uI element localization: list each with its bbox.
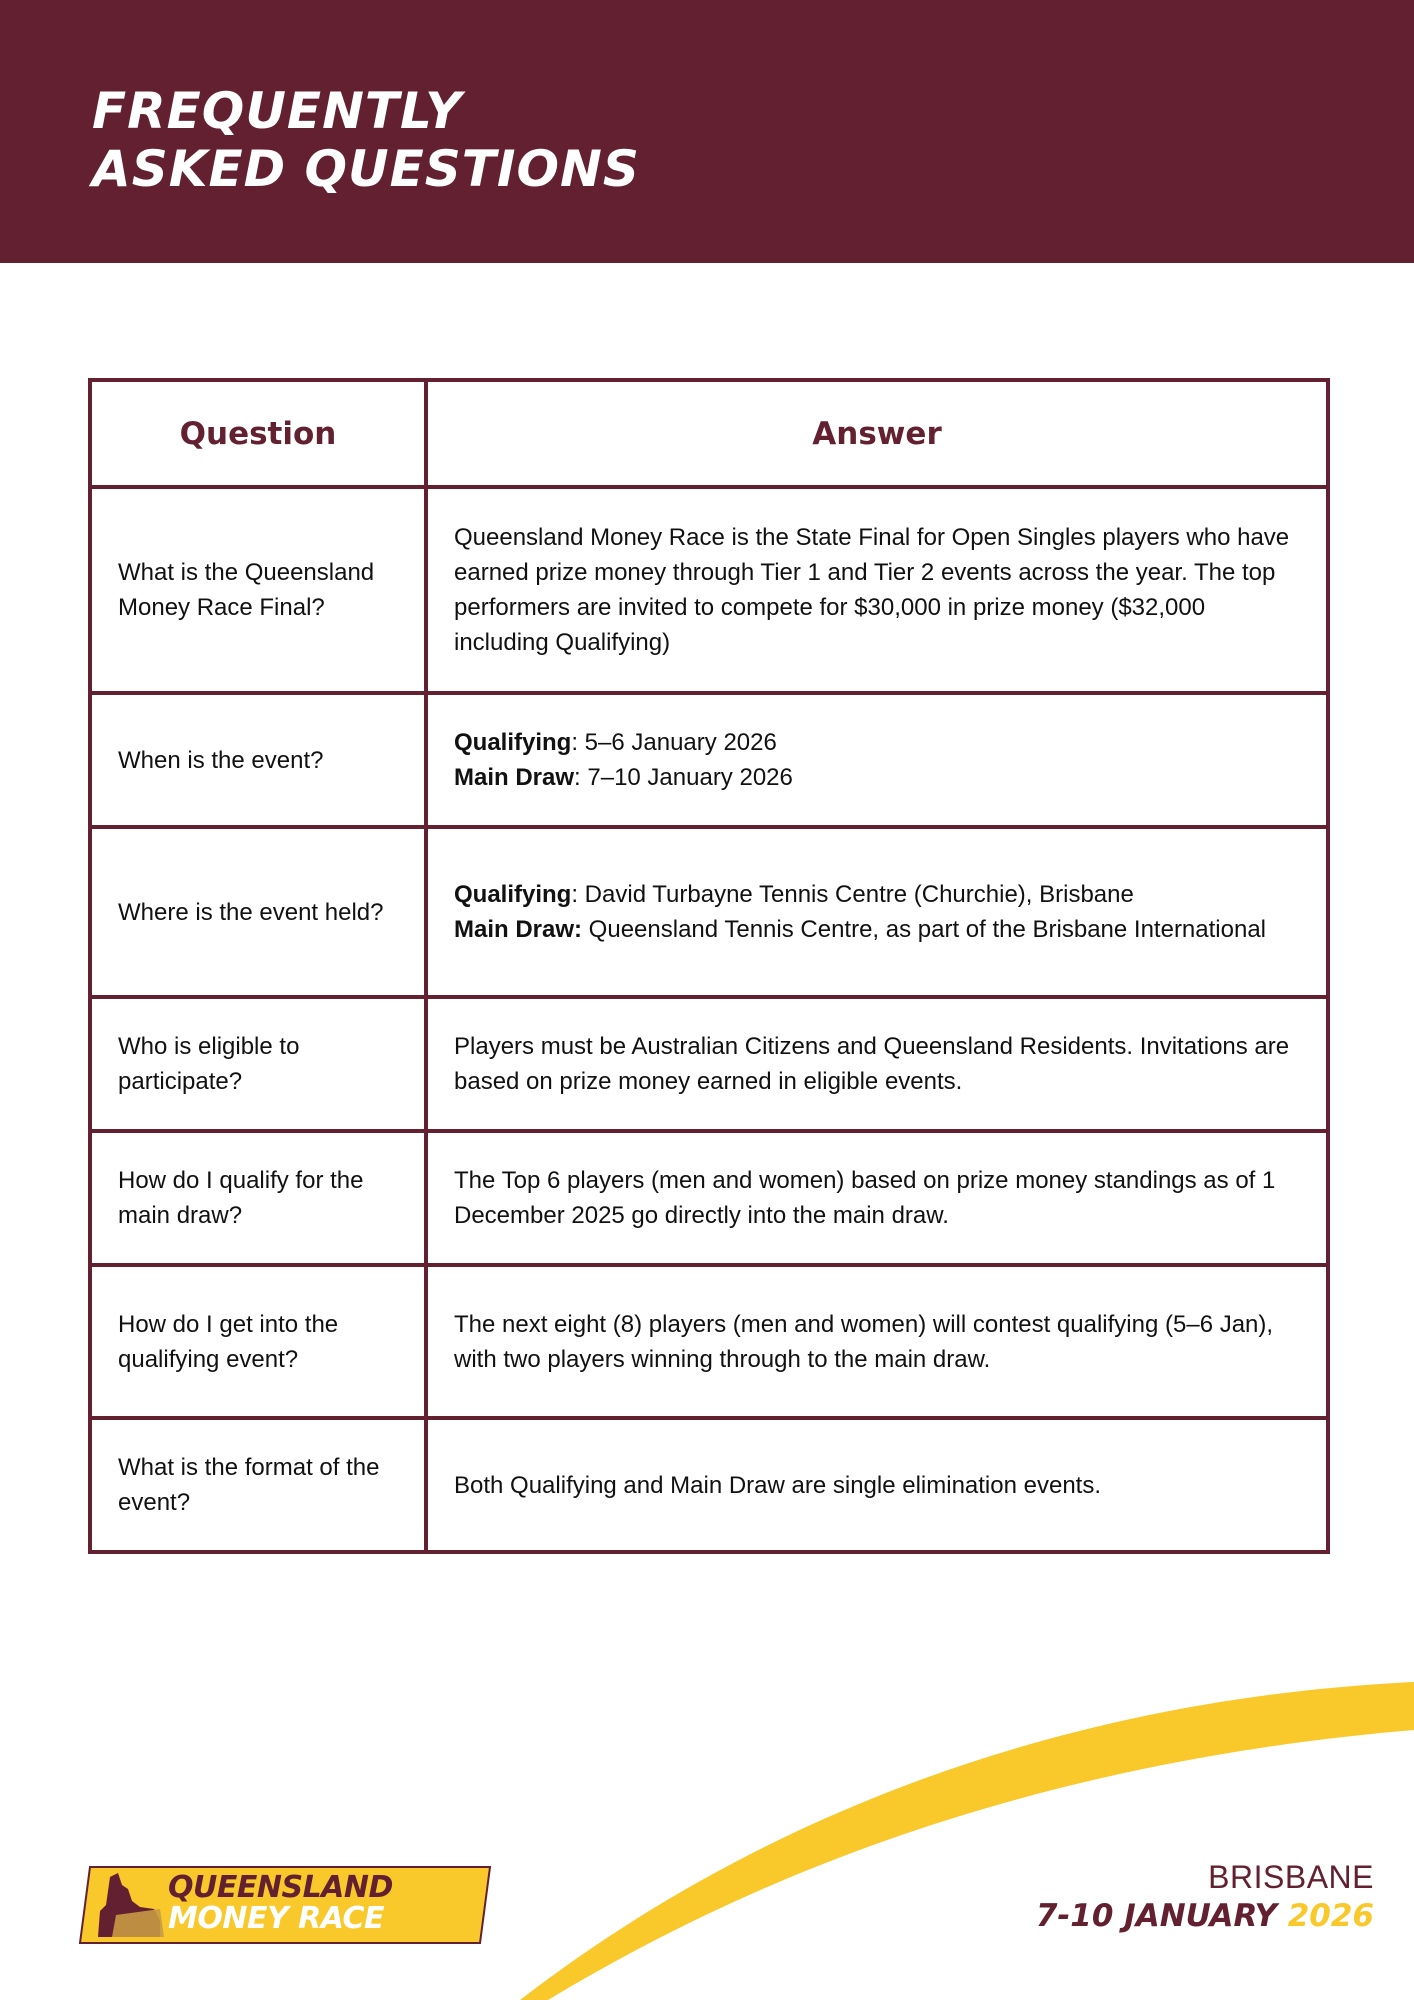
- event-year: 2026: [1287, 1898, 1374, 1934]
- event-dates: [1036, 1898, 1374, 1934]
- question-cell: How do I get into the qualifying event?: [90, 1265, 426, 1418]
- answer-text: : David Turbayne Tennis Centre (Churchie), Brisbane: [571, 881, 1134, 908]
- answer-label: Main Draw: [454, 764, 575, 791]
- answer-label: Main Draw:: [454, 916, 583, 943]
- event-location: BRISBANE: [1208, 1859, 1374, 1895]
- answer-column-header: Answer: [426, 380, 1328, 487]
- page-title-line-2: ASKED QUESTIONS: [92, 140, 640, 198]
- question-cell: When is the event?: [90, 693, 426, 827]
- answer-cell: The next eight (8) players (men and women) will contest qualifying (5–6 Jan), with two players winning through to the main draw.: [426, 1265, 1328, 1418]
- question-cell: Where is the event held?: [90, 827, 426, 997]
- answer-text: Queensland Tennis Centre, as part of the Brisbane International: [582, 916, 1267, 943]
- answer-cell: The Top 6 players (men and women) based on prize money standings as of 1 December 2025 go directly into the main draw.: [426, 1131, 1328, 1265]
- question-column-header: Question: [90, 380, 426, 487]
- answer-text: : 7–10 January 2026: [574, 764, 793, 791]
- logo-line-2: MONEY RACE: [168, 1901, 385, 1936]
- answer-cell: Both Qualifying and Main Draw are single elimination events.: [426, 1418, 1328, 1552]
- answer-cell: Players must be Australian Citizens and Queensland Residents. Invitations are based on prize money earned in eligible events.: [426, 997, 1328, 1131]
- question-cell: Who is eligible to participate?: [90, 997, 426, 1131]
- answer-cell: Queensland Money Race is the State Final for Open Singles players who have earned prize money through Tier 1 and Tier 2 events across the year. The top performers are invited to compete for $30,000 in prize money ($32,000 including Qualifying): [426, 487, 1328, 693]
- question-cell: What is the Queensland Money Race Final?: [90, 487, 426, 693]
- logo-wordmark: [168, 1872, 478, 1934]
- answer-text: : 5–6 January 2026: [571, 729, 777, 756]
- question-cell: How do I qualify for the main draw?: [90, 1131, 426, 1265]
- answer-label: Qualifying: [454, 881, 572, 908]
- answer-label: Qualifying: [454, 729, 572, 756]
- event-date-range: 7-10 JANUARY: [1035, 1898, 1277, 1934]
- logo-line-1: QUEENSLAND: [168, 1870, 393, 1905]
- page-title-line-1: FREQUENTLY: [92, 82, 463, 140]
- question-cell: What is the format of the event?: [90, 1418, 426, 1552]
